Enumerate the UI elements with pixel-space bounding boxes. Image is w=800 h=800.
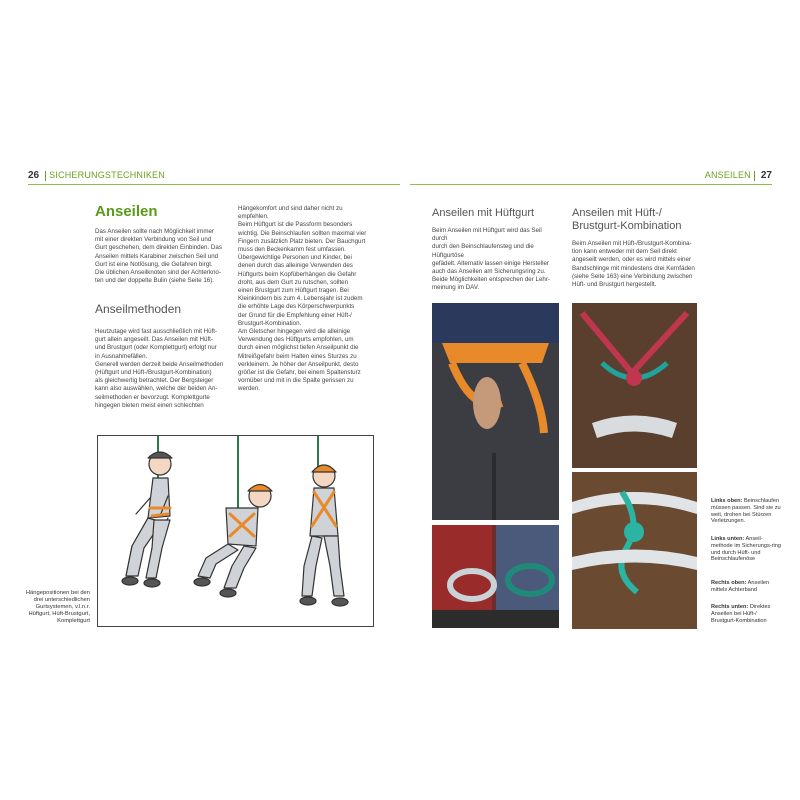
heading-kombination: Anseilen mit Hüft-/ Brustgurt-Kombination [572,207,682,232]
heading-hueftgurt: Anseilen mit Hüftgurt [432,207,535,219]
intro-paragraph: Das Anseilen sollte nach Möglichkeit immer mit einer direkten Verbindung von Seil und Gurt geschehen, dem direkten Einbinden. Das Anseilen mittels Karabiner zwischen Seil und Gurt ist eine Notlösung, die Gefahren birgt. Die üblichen Anseilknoten sind der Achterkno- ten und der doppelte Bulin (siehe Seite 16). [95,228,222,285]
page-number-right: 27 [760,170,772,181]
photo-leg-loops [432,303,559,520]
caption-rechts-oben: Rechts oben: Anseilen mittels Achterband [711,580,770,593]
page-number-left: 26 [28,170,40,181]
photo-sicherungsring [432,525,559,628]
caption-rechts-unten: Rechts unten: Direktes Anseilen bei Hüft-/ Brustgurt-Kombination [711,604,771,624]
heading-anseilmethoden: Anseilmethoden [95,302,182,316]
methods-paragraph: Heutzutage wird fast ausschließlich mit Hüft- gurt allein angeseilt. Das Anseilen mit Hüft- und Brustgurt (oder Komplettgurt) erfolgt nur in Ausnahmefällen. Generell werden derzeit beide Anseilmethoden (Hüftgurt und Hüft-/Brustgurt-Kombination) als gleichwertig betrachtet. Der Bergsteiger kann also auswählen, welche der beiden An- seilmethoden er bevorzugt. Komplettgurte hingegen bieten meist einen schlechten [95,328,224,409]
illustration-caption: Hängepositionen bei den drei unterschiedlichen Gurtsystemen, v.l.n.r. Hüftgurt, Hüft-Brustgurt, Komplettgurt [25,590,90,624]
photo-direktes-anseilen [572,472,697,629]
photo-achterband [572,303,697,468]
caption-links-unten: Links unten: Anseil-methode im Sicherungs-ring und durch Hüft- und Beinschlaufenöse [711,536,781,563]
heading-anseilen: Anseilen [95,203,158,220]
column-two-paragraph: Hängekomfort und sind daher nicht zu empfehlen. Beim Hüftgurt ist die Passform besonders wichtig. Die Beinschlaufen sollten maximal vier Fingern zusätzlich Platz bieten. Der Bauchgurt muss den Beckenkamm fest umfassen. Übergewichtige Personen und Kinder, bei denen durch das alleinige Verwenden des Hüftgurts beim Kopfüberhängen die Gefahr droht, aus dem Gurt zu rutschen, sollten einen Brustgurt zum Hüftgurt tragen. Bei Kleinkindern bis zum 4. Lebensjahr ist zudem die erhöhte Lage des Körperschwerpunkts der Grund für die Empfehlung einer Hüft-/ Brustgurt-Kombination. Am Gletscher hingegen wird die alleinige Verwendung des Hüftgurts empfohlen, um durch einen möglichst tiefen Anseilpunkt die Mitreißgefahr beim Halten eines Sturzes zu verkleinern. Je höher der Anseilpunkt, desto größer ist die Gefahr, bei einem Spaltensturz vornüber und mit in die Spalte gerissen zu werden. [238,205,367,393]
header-rule-left [28,184,400,185]
header-right [705,170,772,181]
header-left [28,170,165,181]
section-title-right: ANSEILEN [704,170,751,180]
kombination-paragraph: Beim Anseilen mit Hüft-/Brustgurt-Kombina- tion kann entweder mit dem Seil direkt angeseilt werden, oder es wird mittels einer Bandschlinge mit mindestens drei Kernfäden (siehe Seite 163) eine Verbindung zwischen Hüft- und Brustgurt hergestellt. [572,240,695,289]
header-rule-right [410,184,772,185]
section-title-left: SICHERUNGSTECHNIKEN [49,170,165,180]
hueftgurt-paragraph: Beim Anseilen mit Hüftgurt wird das Seil durch durch den Beinschlaufensteg und die Hüftgurtöse gefädelt. Alternativ lassen einige Hersteller auch das Anseilen am Sicherungsring zu. Beide Möglichkeiten entsprechen der Lehr- meinung im DAV. [432,227,550,292]
caption-links-oben: Links oben: Beinschlaufen müssen passen. Sind sie zu weit, drohen bei Stürzen Verletzungen. [711,498,781,525]
hanging-positions-illustration [97,435,374,627]
